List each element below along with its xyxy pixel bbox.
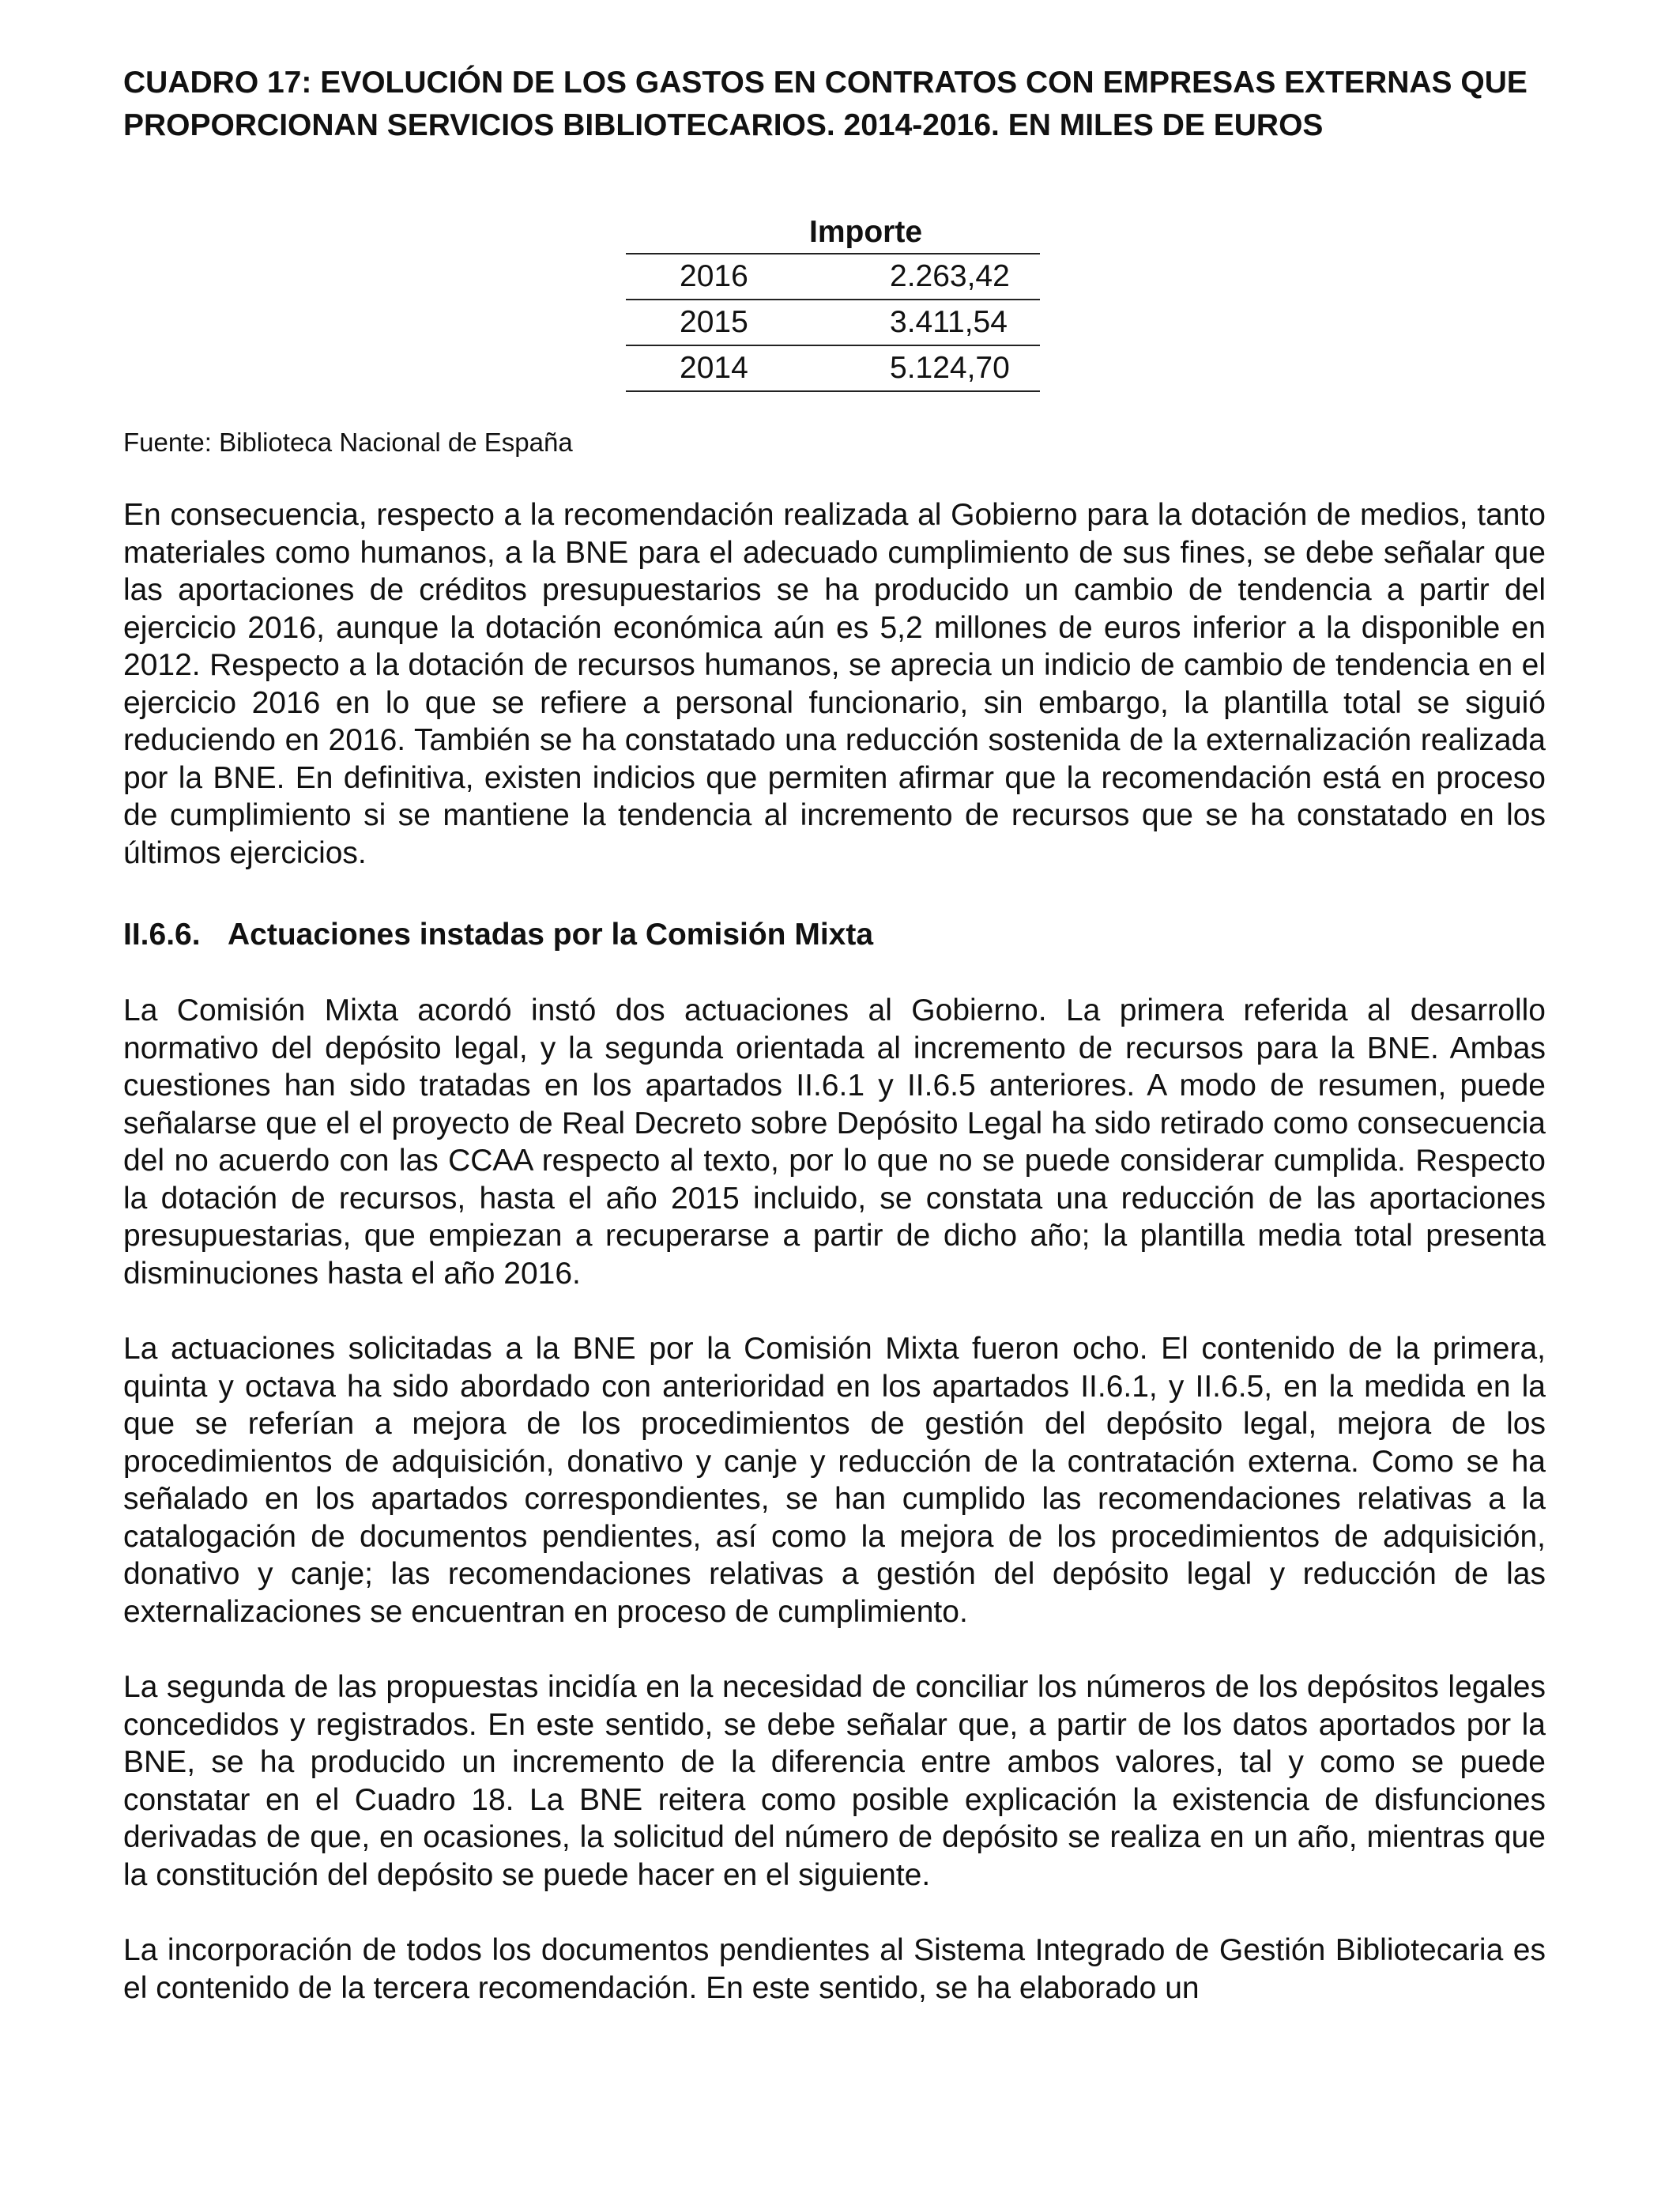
- paragraph-commission-bne: La actuaciones solicitadas a la BNE por la Comisión Mixta fueron ocho. El contenido de la primera, quinta y octava ha sido abordado con anterioridad en los apartados II.6.1, y II.6.5, en la medida en la que se referían a mejora de los procedimientos de gestión del depósito legal, mejora de los procedimientos de adquisición, donativo y canje y reducción de la contratación externa. Como se ha señalado en los apartados correspondientes, se han cumplido las recomendaciones relativas a la catalogación de documentos pendientes, así como la mejora de los procedimientos de adquisición, donativo y canje; las recomendaciones relativas a gestión del depósito legal y reducción de las externalizaciones se encuentran en proceso de cumplimiento.: [123, 1332, 1546, 1629]
- row-year: 2016: [626, 254, 861, 300]
- row-year: 2014: [626, 345, 861, 391]
- paragraph-deposit-numbers: La segunda de las propuestas incidía en la necesidad de conciliar los números de los depósitos legales concedidos y registrados. En este sentido, se debe señalar que, a partir de los datos aportados por la BNE, se ha producido un incremento de la diferencia entre ambos valores, tal y como se puede constatar en el Cuadro 18. La BNE reitera como posible explicación la existencia de disfunciones derivadas de que, en ocasiones, la solicitud del número de depósito se realiza en un año, mientras que la constitución del depósito se puede hacer en el siguiente.: [123, 1670, 1546, 1892]
- paragraph-commission-government: La Comisión Mixta acordó instó dos actuaciones al Gobierno. La primera referida al desarrollo normativo del depósito legal, y la segunda orientada al incremento de recursos para la BNE. Ambas cuestiones han sido tratadas en los apartados II.6.1 y II.6.5 anteriores. A modo de resumen, puede señalarse que el el proyecto de Real Decreto sobre Depósito Legal ha sido retirado como consecuencia del no acuerdo con las CCAA respecto al texto, por lo que no se puede considerar cumplida. Respecto la dotación de recursos, hasta el año 2015 incluido, se constata una reducción de las aportaciones presupuestarias, que empiezan a recuperarse a partir de dicho año; la plantilla media total presenta disminuciones hasta el año 2016.: [123, 993, 1546, 1291]
- expenses-table: [626, 212, 1040, 392]
- row-amount: 5.124,70: [861, 345, 1040, 391]
- table-source: Fuente: Biblioteca Nacional de España: [123, 428, 573, 457]
- row-amount: 3.411,54: [861, 300, 1040, 345]
- column-header-importe: Importe: [626, 212, 1040, 254]
- table-title: CUADRO 17: EVOLUCIÓN DE LOS GASTOS EN CONTRATOS CON EMPRESAS EXTERNAS QUE PROPORCIONAN SERVICIOS BIBLIOTECARIOS. 2014-2016. EN MILES DE EUROS: [123, 66, 1527, 142]
- expenses-table-container: [626, 212, 1040, 392]
- paragraph-consequence: En consecuencia, respecto a la recomendación realizada al Gobierno para la dotación de medios, tanto materiales como humanos, a la BNE para el adecuado cumplimiento de sus fines, se debe señalar que las aportaciones de créditos presupuestarios se ha producido un cambio de tendencia a partir del ejercicio 2016, aunque la dotación económica aún es 5,2 millones de euros inferior a la disponible en 2012. Respecto a la dotación de recursos humanos, se aprecia un indicio de cambio de tendencia en el ejercicio 2016 en lo que se refiere a personal funcionario, sin embargo, la plantilla total se siguió reduciendo en 2016. También se ha constatado una reducción sostenida de la externalización realizada por la BNE. En definitiva, existen indicios que permiten afirmar que la recomendación está en proceso de cumplimiento si se mantiene la tendencia al incremento de recursos que se ha constatado en los últimos ejercicios.: [123, 498, 1546, 870]
- table-row: [626, 254, 1040, 300]
- section-title: Actuaciones instadas por la Comisión Mixta: [228, 918, 874, 952]
- row-year: 2015: [626, 300, 861, 345]
- table-row: [626, 345, 1040, 391]
- row-amount: 2.263,42: [861, 254, 1040, 300]
- paragraph-catalog-integration: La incorporación de todos los documentos pendientes al Sistema Integrado de Gestión Bibliotecaria es el contenido de la tercera recomendación. En este sentido, se ha elaborado un: [123, 1933, 1546, 2005]
- section-number: II.6.6.: [123, 918, 201, 952]
- section-heading: [123, 913, 1546, 957]
- table-row: [626, 300, 1040, 345]
- document-page: [123, 62, 1546, 2007]
